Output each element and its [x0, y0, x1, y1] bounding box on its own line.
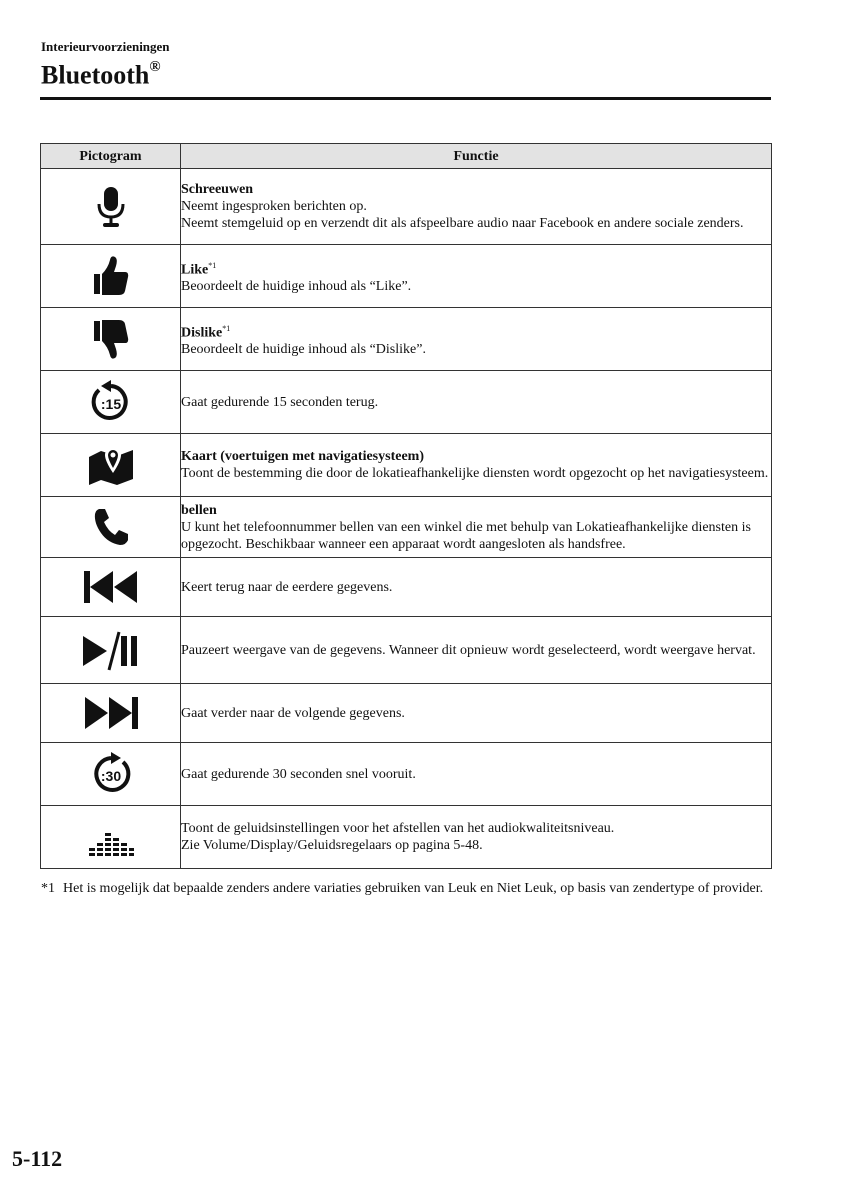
column-header-pictogram: Pictogram	[41, 144, 181, 169]
section-label: Interieurvoorzieningen	[41, 39, 170, 54]
footnote-ref: *1	[208, 260, 217, 270]
function-text: Pauzeert weergave van de gegevens. Wanneer dit opnieuw wordt geselecteerd, wordt weergave hervat.	[181, 642, 756, 658]
function-cell	[181, 497, 772, 558]
replay-15-icon	[89, 380, 133, 424]
title-rule	[40, 97, 771, 100]
skip-back-icon	[83, 567, 139, 607]
equalizer-icon	[87, 815, 135, 859]
table-row	[41, 743, 772, 806]
table-row	[41, 169, 772, 245]
function-title: Like$^{*1}$	[181, 260, 217, 278]
table-row	[41, 806, 772, 869]
icon-cell	[41, 308, 181, 371]
icon-cell	[41, 617, 181, 684]
thumbs-up-icon	[91, 254, 131, 298]
skip-forward-icon	[83, 693, 139, 733]
replay-15-label: :15	[100, 396, 121, 412]
map-pin-icon	[87, 443, 135, 487]
function-text: Neemt stemgeluid op en verzendt dit als afspeelbare audio naar Facebook en andere sociale zenders.	[181, 216, 744, 231]
function-cell	[181, 371, 772, 434]
function-text: Keert terug naar de eerdere gegevens.	[181, 579, 393, 595]
function-cell	[181, 308, 772, 371]
pictogram-table	[40, 143, 772, 869]
icon-cell	[41, 371, 181, 434]
thumbs-down-icon	[91, 317, 131, 361]
function-title: Kaart (voertuigen met navigatiesysteem)	[181, 449, 424, 464]
footnote-text: Het is mogelijk dat bepaalde zenders andere variaties gebruiken van Leuk en Niet Leuk, op basis van zendertype of provider.	[63, 881, 764, 896]
icon-cell	[41, 434, 181, 497]
icon-cell	[41, 743, 181, 806]
function-text: Gaat verder naar de volgende gegevens.	[181, 705, 405, 721]
microphone-icon	[91, 185, 131, 229]
function-cell	[181, 617, 772, 684]
function-cell	[181, 806, 772, 869]
function-cell	[181, 169, 772, 245]
function-text: U kunt het telefoonnummer bellen van een winkel die met behulp van Lokatieafhankelijke diensten is opgezocht. Beschikbaar wanneer een apparaat wordt aangesloten als handsfree.	[181, 519, 751, 552]
play-pause-icon	[81, 628, 141, 672]
table-row	[41, 434, 772, 497]
footnote-mark: *1	[41, 881, 55, 896]
function-text: Gaat gedurende 30 seconden snel vooruit.	[181, 766, 416, 782]
function-cell	[181, 245, 772, 308]
forward-30-icon	[89, 752, 133, 796]
table-row	[41, 617, 772, 684]
table-row	[41, 308, 772, 371]
table-row	[41, 371, 772, 434]
function-cell	[181, 434, 772, 497]
page-title	[41, 54, 161, 92]
function-title: Schreeuwen	[181, 182, 254, 197]
function-text: Beoordeelt de huidige inhoud als “Like”.	[181, 279, 412, 295]
table-header-row	[41, 144, 772, 169]
icon-cell	[41, 497, 181, 558]
footnote-ref: *1	[222, 323, 231, 333]
function-title: Dislike$^{*1}$	[181, 323, 231, 341]
function-text: Toont de geluidsinstellingen voor het afstellen van het audiokwaliteitsniveau.	[181, 821, 615, 836]
table-row	[41, 497, 772, 558]
function-cell	[181, 684, 772, 743]
function-text: Beoordeelt de huidige inhoud als “Dislike”.	[181, 342, 426, 358]
table-row	[41, 558, 772, 617]
function-cell	[181, 558, 772, 617]
table-row	[41, 684, 772, 743]
column-header-functie: Functie	[181, 144, 772, 169]
function-text: Zie Volume/Display/Geluidsregelaars op pagina 5-48.	[181, 838, 483, 853]
function-text: Gaat gedurende 15 seconden terug.	[181, 394, 379, 410]
function-cell	[181, 743, 772, 806]
function-title: bellen	[181, 502, 217, 518]
icon-cell	[41, 169, 181, 245]
phone-icon	[91, 505, 131, 549]
table-row	[41, 245, 772, 308]
icon-cell	[41, 684, 181, 743]
icon-cell	[41, 806, 181, 869]
function-text: Neemt ingesproken berichten op.	[181, 199, 367, 214]
page-title-text: Bluetooth	[41, 60, 150, 90]
function-text: Toont de bestemming die door de lokatieafhankelijke diensten wordt opgezocht op het navigatiesysteem.	[181, 466, 769, 481]
page-number: 5-112	[12, 1146, 63, 1171]
icon-cell	[41, 245, 181, 308]
forward-30-label: :30	[100, 768, 121, 784]
icon-cell	[41, 558, 181, 617]
footnote	[41, 880, 773, 897]
registered-mark: ®	[149, 59, 161, 75]
